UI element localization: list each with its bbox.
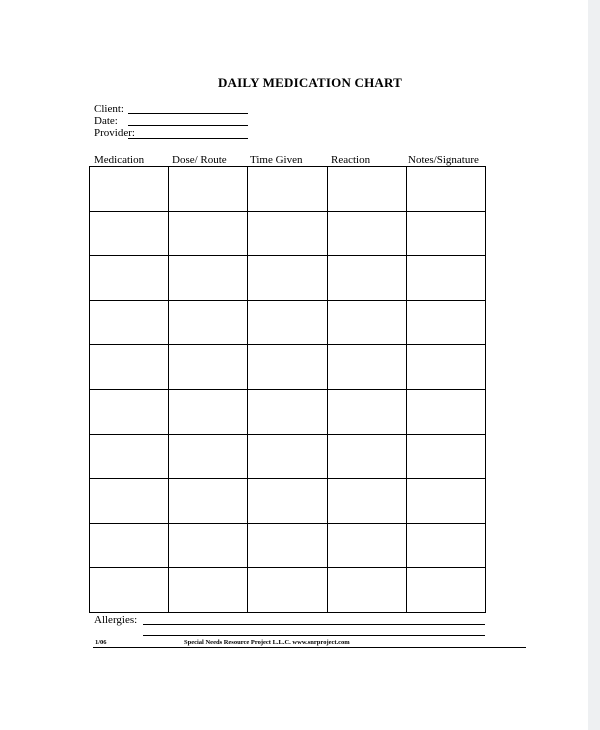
table-cell[interactable] [90,434,169,479]
column-header-time-given: Time Given [250,154,303,166]
table-cell[interactable] [406,568,485,613]
table-cell[interactable] [90,256,169,301]
table-cell[interactable] [169,523,248,568]
footer-date-code: 1/06 [95,639,107,646]
allergies-field-line-2[interactable] [143,635,485,636]
table-cell[interactable] [248,345,327,390]
table-cell[interactable] [406,211,485,256]
table-row [90,211,486,256]
table-cell[interactable] [90,479,169,524]
table-row [90,345,486,390]
table-row [90,389,486,434]
table-cell[interactable] [327,300,406,345]
column-header-medication: Medication [94,154,145,166]
table-cell[interactable] [248,300,327,345]
medication-table [89,166,486,613]
table-cell[interactable] [248,568,327,613]
table-cell[interactable] [90,167,169,212]
table-cell[interactable] [327,256,406,301]
allergies-field-line-1[interactable] [143,624,485,625]
client-field-line[interactable] [128,113,248,114]
table-cell[interactable] [248,434,327,479]
table-row [90,434,486,479]
table-row [90,256,486,301]
table-cell[interactable] [248,479,327,524]
table-cell[interactable] [248,211,327,256]
table-cell[interactable] [327,167,406,212]
table-cell[interactable] [169,211,248,256]
table-cell[interactable] [327,389,406,434]
column-header-reaction: Reaction [331,154,371,166]
provider-field-line[interactable] [128,138,248,139]
table-row [90,568,486,613]
client-label: Client: [94,103,124,115]
table-cell[interactable] [248,256,327,301]
table-cell[interactable] [169,256,248,301]
table-cell[interactable] [406,256,485,301]
table-cell[interactable] [406,300,485,345]
table-cell[interactable] [406,389,485,434]
provider-label: Provider: [94,127,135,139]
table-cell[interactable] [169,568,248,613]
table-cell[interactable] [169,434,248,479]
table-row [90,523,486,568]
table-cell[interactable] [169,300,248,345]
table-cell[interactable] [248,167,327,212]
page-title: DAILY MEDICATION CHART [217,75,403,90]
table-cell[interactable] [327,211,406,256]
table-cell[interactable] [248,389,327,434]
table-cell[interactable] [169,345,248,390]
table-cell[interactable] [90,300,169,345]
table-cell[interactable] [327,434,406,479]
table-cell[interactable] [406,345,485,390]
table-cell[interactable] [406,479,485,524]
table-cell[interactable] [169,389,248,434]
table-cell[interactable] [90,345,169,390]
table-cell[interactable] [90,523,169,568]
table-cell[interactable] [406,523,485,568]
table-cell[interactable] [327,568,406,613]
table-cell[interactable] [406,167,485,212]
table-row [90,479,486,524]
table-row [90,300,486,345]
column-header-notes-signature: Notes/Signature [408,154,479,166]
date-field-line[interactable] [128,125,248,126]
table-cell[interactable] [169,479,248,524]
table-cell[interactable] [327,523,406,568]
table-cell[interactable] [248,523,327,568]
footer-rule [93,647,526,648]
table-cell[interactable] [327,345,406,390]
table-row [90,167,486,212]
date-label: Date: [94,115,118,127]
table-cell[interactable] [406,434,485,479]
table-cell[interactable] [90,568,169,613]
table-cell[interactable] [169,167,248,212]
table-cell[interactable] [90,211,169,256]
column-header-dose-route: Dose/ Route [172,154,227,166]
table-cell[interactable] [327,479,406,524]
footer-organization: Special Needs Resource Project L.L.C. www.snrproject.com [184,639,350,646]
allergies-label: Allergies: [94,614,138,626]
table-cell[interactable] [90,389,169,434]
